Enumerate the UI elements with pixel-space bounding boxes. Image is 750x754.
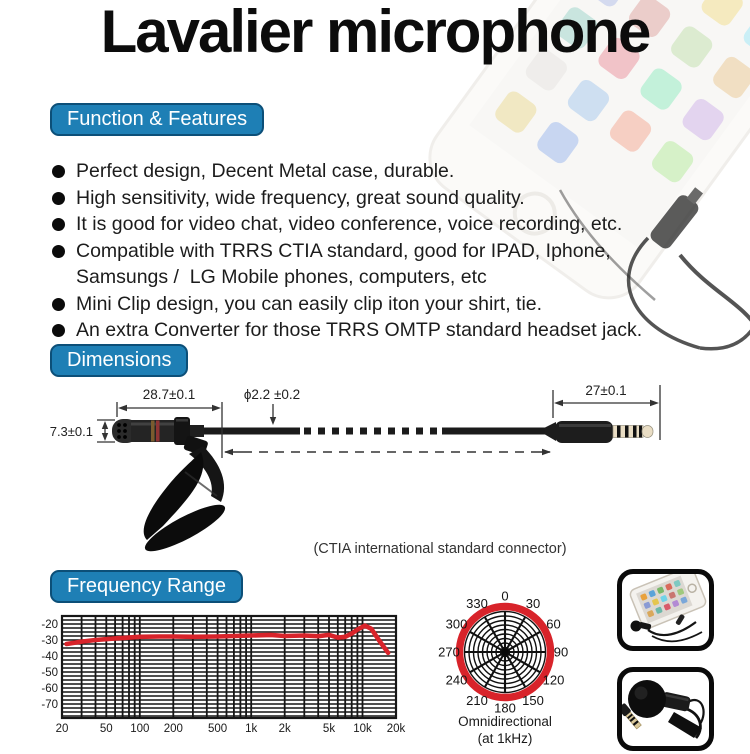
svg-text:270: 270 bbox=[438, 644, 460, 660]
feature-item bbox=[52, 158, 672, 185]
bullet-icon bbox=[52, 324, 65, 337]
svg-text:120: 120 bbox=[542, 672, 565, 688]
section-badge-dimensions: Dimensions bbox=[50, 344, 188, 377]
page-title: Lavalier microphone bbox=[100, 0, 650, 65]
feature-text: Perfect design, Decent Metal case, durable. bbox=[76, 160, 455, 182]
connector-caption: (CTIA international standard connector) bbox=[313, 541, 567, 557]
svg-text:0: 0 bbox=[501, 588, 509, 604]
svg-text:2k: 2k bbox=[278, 723, 291, 735]
feature-item bbox=[52, 291, 672, 318]
bullet-icon bbox=[52, 218, 65, 231]
svg-text:150: 150 bbox=[522, 693, 544, 708]
dim-label-mic-diameter: 7.3±0.1 bbox=[49, 424, 93, 439]
svg-text:5k: 5k bbox=[322, 723, 336, 735]
svg-text:-20: -20 bbox=[41, 619, 58, 631]
bullet-icon bbox=[52, 245, 65, 258]
feature-text: It is good for video chat, video conference, voice recording, etc. bbox=[76, 213, 623, 235]
feature-list bbox=[52, 158, 672, 344]
svg-text:60: 60 bbox=[546, 616, 561, 632]
svg-text:-70: -70 bbox=[41, 699, 58, 711]
svg-text:-40: -40 bbox=[41, 651, 58, 663]
feature-item bbox=[52, 211, 672, 238]
feature-text: Compatible with TRRS CTIA standard, good for IPAD, Iphone, Samsungs / LG Mobile phones, computers, etc bbox=[76, 239, 617, 288]
section-badge-frequency: Frequency Range bbox=[50, 570, 243, 603]
svg-text:20k: 20k bbox=[386, 723, 406, 735]
polar-caption-line1: Omnidirectional bbox=[458, 714, 552, 729]
cable-solid-right bbox=[442, 428, 547, 435]
svg-text:210: 210 bbox=[466, 693, 488, 708]
bullet-icon bbox=[52, 192, 65, 205]
product-photo-mic-closeup bbox=[617, 667, 714, 751]
feature-text: High sensitivity, wide frequency, great sound quality. bbox=[76, 186, 525, 209]
svg-text:200: 200 bbox=[163, 723, 183, 735]
svg-text:1k: 1k bbox=[245, 723, 258, 735]
cable-dotted bbox=[304, 428, 437, 435]
dim-label-connector-length: 27±0.1 bbox=[585, 383, 627, 398]
svg-text:-30: -30 bbox=[41, 635, 58, 647]
svg-text:500: 500 bbox=[208, 723, 228, 735]
dim-label-mic-length: 28.7±0.1 bbox=[142, 387, 196, 402]
product-photo-phone bbox=[617, 569, 714, 651]
svg-text:50: 50 bbox=[99, 723, 113, 735]
svg-text:180: 180 bbox=[494, 700, 516, 716]
feature-item bbox=[52, 317, 672, 344]
polar-pattern-chart bbox=[437, 581, 573, 727]
trrs-connector bbox=[545, 421, 653, 443]
section-badge-features: Function & Features bbox=[50, 103, 264, 136]
dim-label-cable-diameter: ϕ2.2 ±0.2 bbox=[243, 387, 301, 402]
svg-text:-60: -60 bbox=[41, 683, 58, 695]
svg-text:10k: 10k bbox=[353, 723, 372, 735]
bullet-icon bbox=[52, 165, 65, 178]
svg-text:-50: -50 bbox=[41, 667, 58, 679]
bullet-icon bbox=[52, 298, 65, 311]
svg-text:330: 330 bbox=[466, 596, 488, 611]
feature-text: Mini Clip design, you can easily clip iton your shirt, tie. bbox=[76, 292, 543, 315]
svg-text:100: 100 bbox=[130, 723, 150, 735]
svg-text:300: 300 bbox=[445, 616, 468, 632]
cable-solid-left bbox=[204, 428, 300, 435]
mic-clip bbox=[140, 435, 230, 555]
svg-text:20: 20 bbox=[55, 723, 69, 735]
svg-text:90: 90 bbox=[553, 644, 569, 660]
svg-text:30: 30 bbox=[525, 596, 541, 611]
feature-item bbox=[52, 238, 672, 291]
feature-item bbox=[52, 185, 672, 212]
dimensions-drawing bbox=[35, 380, 720, 555]
feature-text: An extra Converter for those TRRS OMTP standard headset jack. bbox=[76, 319, 643, 341]
frequency-response-chart bbox=[25, 610, 450, 754]
polar-caption-line2: (at 1kHz) bbox=[477, 731, 533, 746]
svg-text:240: 240 bbox=[445, 672, 468, 688]
polar-pattern-caption bbox=[425, 713, 585, 747]
